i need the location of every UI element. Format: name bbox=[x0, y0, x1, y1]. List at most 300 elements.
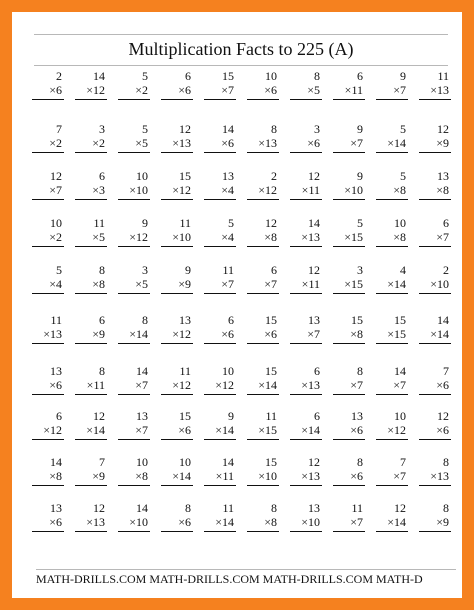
answer-line bbox=[118, 99, 150, 100]
problem-top-number: 12 bbox=[437, 122, 449, 136]
answer-line bbox=[204, 246, 236, 247]
problem bbox=[116, 455, 150, 495]
problem-top-number: 8 bbox=[99, 364, 105, 378]
problem bbox=[159, 69, 193, 109]
problem bbox=[202, 263, 236, 303]
problem bbox=[73, 455, 107, 495]
problem bbox=[288, 409, 322, 449]
problem bbox=[245, 69, 279, 109]
problem bbox=[245, 313, 279, 353]
problem-top-number: 5 bbox=[228, 216, 234, 230]
answer-line bbox=[32, 246, 64, 247]
problem bbox=[417, 122, 451, 162]
answer-line bbox=[118, 485, 150, 486]
problem bbox=[30, 216, 64, 256]
answer-line bbox=[161, 99, 193, 100]
problem bbox=[116, 364, 150, 404]
answer-line bbox=[118, 343, 150, 344]
problem bbox=[245, 122, 279, 162]
answer-line bbox=[376, 531, 408, 532]
problem-multiplier: ×14 bbox=[215, 423, 234, 437]
answer-line bbox=[75, 531, 107, 532]
problem bbox=[202, 409, 236, 449]
problem-multiplier: ×7 bbox=[264, 277, 277, 291]
problem-top-number: 14 bbox=[222, 455, 234, 469]
problem bbox=[288, 216, 322, 256]
problem bbox=[159, 364, 193, 404]
answer-line bbox=[333, 246, 365, 247]
answer-line bbox=[290, 152, 322, 153]
answer-line bbox=[118, 199, 150, 200]
problem-multiplier: ×6 bbox=[49, 378, 62, 392]
problem-multiplier: ×14 bbox=[258, 378, 277, 392]
problem-multiplier: ×13 bbox=[301, 378, 320, 392]
answer-line bbox=[161, 485, 193, 486]
answer-line bbox=[32, 343, 64, 344]
problem-top-number: 8 bbox=[271, 122, 277, 136]
answer-line bbox=[247, 485, 279, 486]
problem bbox=[202, 216, 236, 256]
answer-line bbox=[247, 293, 279, 294]
problem-top-number: 9 bbox=[400, 69, 406, 83]
problem-top-number: 11 bbox=[222, 501, 234, 515]
problem bbox=[245, 501, 279, 541]
problem-top-number: 13 bbox=[437, 169, 449, 183]
problem bbox=[30, 122, 64, 162]
problem-multiplier: ×5 bbox=[135, 136, 148, 150]
problem-multiplier: ×6 bbox=[49, 83, 62, 97]
answer-line bbox=[118, 531, 150, 532]
answer-line bbox=[333, 199, 365, 200]
answer-line bbox=[32, 99, 64, 100]
problem bbox=[202, 455, 236, 495]
problem-multiplier: ×13 bbox=[430, 83, 449, 97]
problem-multiplier: ×3 bbox=[92, 183, 105, 197]
problem bbox=[417, 409, 451, 449]
problem-multiplier: ×14 bbox=[215, 515, 234, 529]
answer-line bbox=[419, 531, 451, 532]
problem-multiplier: ×5 bbox=[307, 83, 320, 97]
answer-line bbox=[247, 99, 279, 100]
problem-top-number: 8 bbox=[142, 313, 148, 327]
problem-multiplier: ×13 bbox=[172, 136, 191, 150]
problem-multiplier: ×7 bbox=[135, 423, 148, 437]
problem-multiplier: ×8 bbox=[393, 183, 406, 197]
problem-multiplier: ×10 bbox=[129, 515, 148, 529]
answer-line bbox=[32, 152, 64, 153]
problem-top-number: 15 bbox=[394, 313, 406, 327]
problem-multiplier: ×13 bbox=[301, 230, 320, 244]
problem-multiplier: ×6 bbox=[178, 515, 191, 529]
answer-line bbox=[161, 293, 193, 294]
problem-top-number: 5 bbox=[400, 169, 406, 183]
answer-line bbox=[75, 152, 107, 153]
answer-line bbox=[376, 439, 408, 440]
problem-multiplier: ×14 bbox=[86, 423, 105, 437]
problem-top-number: 6 bbox=[99, 169, 105, 183]
problem-multiplier: ×6 bbox=[436, 423, 449, 437]
answer-line bbox=[333, 293, 365, 294]
problem bbox=[30, 313, 64, 353]
problem-top-number: 12 bbox=[308, 263, 320, 277]
answer-line bbox=[290, 199, 322, 200]
problem-multiplier: ×2 bbox=[135, 83, 148, 97]
answer-line bbox=[247, 531, 279, 532]
problem-multiplier: ×11 bbox=[86, 378, 105, 392]
problem bbox=[245, 364, 279, 404]
answer-line bbox=[32, 531, 64, 532]
problem-multiplier: ×7 bbox=[436, 230, 449, 244]
problem bbox=[30, 69, 64, 109]
answer-line bbox=[118, 439, 150, 440]
problem bbox=[374, 69, 408, 109]
problem-multiplier: ×9 bbox=[436, 136, 449, 150]
problem bbox=[116, 69, 150, 109]
problem-multiplier: ×12 bbox=[86, 83, 105, 97]
answer-line bbox=[333, 99, 365, 100]
problem-top-number: 12 bbox=[437, 409, 449, 423]
problem bbox=[374, 409, 408, 449]
problem-top-number: 7 bbox=[400, 455, 406, 469]
problem bbox=[374, 455, 408, 495]
problem-top-number: 7 bbox=[99, 455, 105, 469]
problem-multiplier: ×7 bbox=[350, 136, 363, 150]
problem bbox=[417, 364, 451, 404]
problem-multiplier: ×7 bbox=[221, 277, 234, 291]
problem bbox=[417, 263, 451, 303]
problem bbox=[374, 313, 408, 353]
worksheet-page bbox=[12, 12, 462, 598]
problem bbox=[159, 455, 193, 495]
problem bbox=[417, 455, 451, 495]
problem bbox=[116, 122, 150, 162]
answer-line bbox=[247, 246, 279, 247]
answer-line bbox=[118, 394, 150, 395]
problem bbox=[288, 69, 322, 109]
answer-line bbox=[290, 293, 322, 294]
problem-multiplier: ×8 bbox=[264, 230, 277, 244]
answer-line bbox=[333, 485, 365, 486]
problem-top-number: 8 bbox=[357, 364, 363, 378]
problem-multiplier: ×7 bbox=[393, 378, 406, 392]
problem-top-number: 14 bbox=[136, 501, 148, 515]
problem-top-number: 6 bbox=[185, 69, 191, 83]
problem bbox=[73, 364, 107, 404]
problem-multiplier: ×12 bbox=[172, 183, 191, 197]
problem bbox=[245, 169, 279, 209]
problem-top-number: 14 bbox=[437, 313, 449, 327]
answer-line bbox=[32, 485, 64, 486]
problem-top-number: 11 bbox=[437, 69, 449, 83]
problem-multiplier: ×8 bbox=[350, 327, 363, 341]
problem-multiplier: ×14 bbox=[387, 136, 406, 150]
answer-line bbox=[376, 343, 408, 344]
problem-multiplier: ×8 bbox=[49, 469, 62, 483]
problem-multiplier: ×12 bbox=[215, 378, 234, 392]
problem bbox=[202, 69, 236, 109]
answer-line bbox=[204, 152, 236, 153]
problem-top-number: 3 bbox=[142, 263, 148, 277]
problem bbox=[73, 216, 107, 256]
problem-multiplier: ×5 bbox=[135, 277, 148, 291]
answer-line bbox=[290, 485, 322, 486]
answer-line bbox=[333, 152, 365, 153]
problem-top-number: 15 bbox=[179, 409, 191, 423]
answer-line bbox=[161, 246, 193, 247]
problem-top-number: 15 bbox=[265, 313, 277, 327]
answer-line bbox=[247, 199, 279, 200]
problem-top-number: 8 bbox=[99, 263, 105, 277]
answer-line bbox=[247, 152, 279, 153]
problem bbox=[116, 169, 150, 209]
problem-multiplier: ×7 bbox=[350, 515, 363, 529]
worksheet-title: Multiplication Facts to 225 (A) bbox=[128, 39, 354, 59]
problem bbox=[245, 216, 279, 256]
problem bbox=[116, 216, 150, 256]
answer-line bbox=[376, 152, 408, 153]
problem-multiplier: ×6 bbox=[221, 327, 234, 341]
problem-top-number: 12 bbox=[308, 455, 320, 469]
answer-line bbox=[204, 343, 236, 344]
problem bbox=[331, 69, 365, 109]
problem-multiplier: ×10 bbox=[258, 469, 277, 483]
problem-top-number: 8 bbox=[314, 69, 320, 83]
answer-line bbox=[419, 485, 451, 486]
problem-top-number: 7 bbox=[56, 122, 62, 136]
answer-line bbox=[376, 99, 408, 100]
problem-top-number: 12 bbox=[179, 122, 191, 136]
answer-line bbox=[419, 152, 451, 153]
answer-line bbox=[204, 199, 236, 200]
problem-multiplier: ×10 bbox=[344, 183, 363, 197]
problem bbox=[116, 501, 150, 541]
problem-top-number: 6 bbox=[99, 313, 105, 327]
problem-top-number: 14 bbox=[308, 216, 320, 230]
problem-top-number: 6 bbox=[271, 263, 277, 277]
problem bbox=[159, 409, 193, 449]
problem-multiplier: ×7 bbox=[221, 83, 234, 97]
problem bbox=[202, 122, 236, 162]
problem-multiplier: ×7 bbox=[307, 327, 320, 341]
problem-top-number: 6 bbox=[314, 409, 320, 423]
problem-multiplier: ×2 bbox=[49, 230, 62, 244]
problem-top-number: 2 bbox=[56, 69, 62, 83]
problem-grid bbox=[12, 12, 462, 598]
answer-line bbox=[32, 394, 64, 395]
problem-multiplier: ×6 bbox=[178, 83, 191, 97]
problem-top-number: 6 bbox=[357, 69, 363, 83]
problem bbox=[159, 313, 193, 353]
problem bbox=[331, 313, 365, 353]
problem bbox=[331, 216, 365, 256]
problem bbox=[374, 364, 408, 404]
problem-top-number: 10 bbox=[179, 455, 191, 469]
answer-line bbox=[247, 394, 279, 395]
answer-line bbox=[75, 99, 107, 100]
problem-top-number: 2 bbox=[271, 169, 277, 183]
problem bbox=[30, 409, 64, 449]
answer-line bbox=[376, 246, 408, 247]
problem-multiplier: ×8 bbox=[436, 183, 449, 197]
problem-multiplier: ×14 bbox=[301, 423, 320, 437]
problem-multiplier: ×4 bbox=[221, 230, 234, 244]
problem-top-number: 14 bbox=[50, 455, 62, 469]
answer-line bbox=[118, 293, 150, 294]
answer-line bbox=[376, 293, 408, 294]
answer-line bbox=[75, 439, 107, 440]
problem-top-number: 14 bbox=[136, 364, 148, 378]
problem-top-number: 8 bbox=[271, 501, 277, 515]
problem bbox=[116, 263, 150, 303]
problem bbox=[202, 313, 236, 353]
problem-top-number: 13 bbox=[222, 169, 234, 183]
answer-line bbox=[290, 439, 322, 440]
problem-top-number: 10 bbox=[222, 364, 234, 378]
problem-multiplier: ×9 bbox=[92, 469, 105, 483]
problem-top-number: 12 bbox=[308, 169, 320, 183]
answer-line bbox=[376, 394, 408, 395]
problem-top-number: 15 bbox=[351, 313, 363, 327]
answer-line bbox=[204, 99, 236, 100]
problem bbox=[288, 501, 322, 541]
problem-top-number: 15 bbox=[179, 169, 191, 183]
answer-line bbox=[118, 152, 150, 153]
problem-top-number: 9 bbox=[185, 263, 191, 277]
problem-multiplier: ×11 bbox=[215, 469, 234, 483]
problem-multiplier: ×14 bbox=[387, 515, 406, 529]
problem-multiplier: ×6 bbox=[264, 83, 277, 97]
problem-multiplier: ×15 bbox=[258, 423, 277, 437]
problem bbox=[417, 216, 451, 256]
problem-multiplier: ×12 bbox=[172, 378, 191, 392]
problem-multiplier: ×6 bbox=[221, 136, 234, 150]
problem bbox=[30, 455, 64, 495]
problem-top-number: 13 bbox=[136, 409, 148, 423]
problem-top-number: 5 bbox=[56, 263, 62, 277]
answer-line bbox=[419, 439, 451, 440]
problem-multiplier: ×7 bbox=[393, 83, 406, 97]
answer-line bbox=[161, 199, 193, 200]
answer-line bbox=[290, 531, 322, 532]
problem-multiplier: ×9 bbox=[436, 515, 449, 529]
answer-line bbox=[75, 199, 107, 200]
problem bbox=[331, 409, 365, 449]
problem-top-number: 9 bbox=[142, 216, 148, 230]
problem bbox=[331, 122, 365, 162]
problem bbox=[159, 501, 193, 541]
problem-multiplier: ×11 bbox=[344, 83, 363, 97]
problem-top-number: 8 bbox=[185, 501, 191, 515]
problem-top-number: 11 bbox=[93, 216, 105, 230]
problem-top-number: 11 bbox=[50, 313, 62, 327]
problem-top-number: 13 bbox=[308, 313, 320, 327]
problem-top-number: 6 bbox=[56, 409, 62, 423]
problem bbox=[288, 122, 322, 162]
problem-top-number: 12 bbox=[93, 409, 105, 423]
problem-multiplier: ×12 bbox=[258, 183, 277, 197]
problem-top-number: 3 bbox=[314, 122, 320, 136]
problem-top-number: 9 bbox=[357, 169, 363, 183]
answer-line bbox=[290, 99, 322, 100]
problem bbox=[417, 501, 451, 541]
answer-line bbox=[204, 439, 236, 440]
problem-top-number: 5 bbox=[142, 69, 148, 83]
problem-top-number: 11 bbox=[179, 364, 191, 378]
problem-top-number: 8 bbox=[357, 455, 363, 469]
problem-multiplier: ×13 bbox=[86, 515, 105, 529]
problem-multiplier: ×2 bbox=[49, 136, 62, 150]
problem-multiplier: ×12 bbox=[129, 230, 148, 244]
problem bbox=[374, 501, 408, 541]
problem-top-number: 15 bbox=[222, 69, 234, 83]
problem-top-number: 11 bbox=[265, 409, 277, 423]
problem-top-number: 11 bbox=[179, 216, 191, 230]
problem bbox=[159, 169, 193, 209]
problem bbox=[374, 263, 408, 303]
problem-multiplier: ×10 bbox=[301, 515, 320, 529]
problem-multiplier: ×14 bbox=[430, 327, 449, 341]
problem-multiplier: ×4 bbox=[49, 277, 62, 291]
answer-line bbox=[376, 199, 408, 200]
problem-top-number: 12 bbox=[50, 169, 62, 183]
problem-top-number: 14 bbox=[93, 69, 105, 83]
problem bbox=[73, 169, 107, 209]
answer-line bbox=[419, 99, 451, 100]
problem-multiplier: ×11 bbox=[301, 277, 320, 291]
problem bbox=[73, 313, 107, 353]
problem bbox=[116, 409, 150, 449]
problem-top-number: 3 bbox=[99, 122, 105, 136]
problem-top-number: 10 bbox=[394, 409, 406, 423]
answer-line bbox=[247, 439, 279, 440]
answer-line bbox=[75, 246, 107, 247]
problem-multiplier: ×7 bbox=[350, 378, 363, 392]
problem-multiplier: ×6 bbox=[350, 423, 363, 437]
problem bbox=[73, 263, 107, 303]
problem bbox=[159, 122, 193, 162]
problem bbox=[30, 169, 64, 209]
problem-multiplier: ×2 bbox=[92, 136, 105, 150]
problem-multiplier: ×8 bbox=[393, 230, 406, 244]
problem-top-number: 9 bbox=[228, 409, 234, 423]
answer-line bbox=[419, 199, 451, 200]
problem-top-number: 5 bbox=[142, 122, 148, 136]
problem-multiplier: ×13 bbox=[430, 469, 449, 483]
problem-multiplier: ×7 bbox=[393, 469, 406, 483]
problem-top-number: 14 bbox=[222, 122, 234, 136]
answer-line bbox=[290, 246, 322, 247]
answer-line bbox=[333, 343, 365, 344]
problem-top-number: 10 bbox=[394, 216, 406, 230]
problem bbox=[30, 263, 64, 303]
problem-multiplier: ×15 bbox=[387, 327, 406, 341]
answer-line bbox=[75, 485, 107, 486]
problem-top-number: 13 bbox=[179, 313, 191, 327]
problem bbox=[202, 501, 236, 541]
problem bbox=[288, 263, 322, 303]
problem bbox=[288, 169, 322, 209]
problem-multiplier: ×6 bbox=[307, 136, 320, 150]
answer-line bbox=[290, 343, 322, 344]
problem-top-number: 12 bbox=[93, 501, 105, 515]
problem-top-number: 13 bbox=[308, 501, 320, 515]
answer-line bbox=[161, 439, 193, 440]
problem-multiplier: ×14 bbox=[387, 277, 406, 291]
answer-line bbox=[32, 199, 64, 200]
problem bbox=[73, 122, 107, 162]
answer-line bbox=[204, 485, 236, 486]
problem-top-number: 11 bbox=[351, 501, 363, 515]
